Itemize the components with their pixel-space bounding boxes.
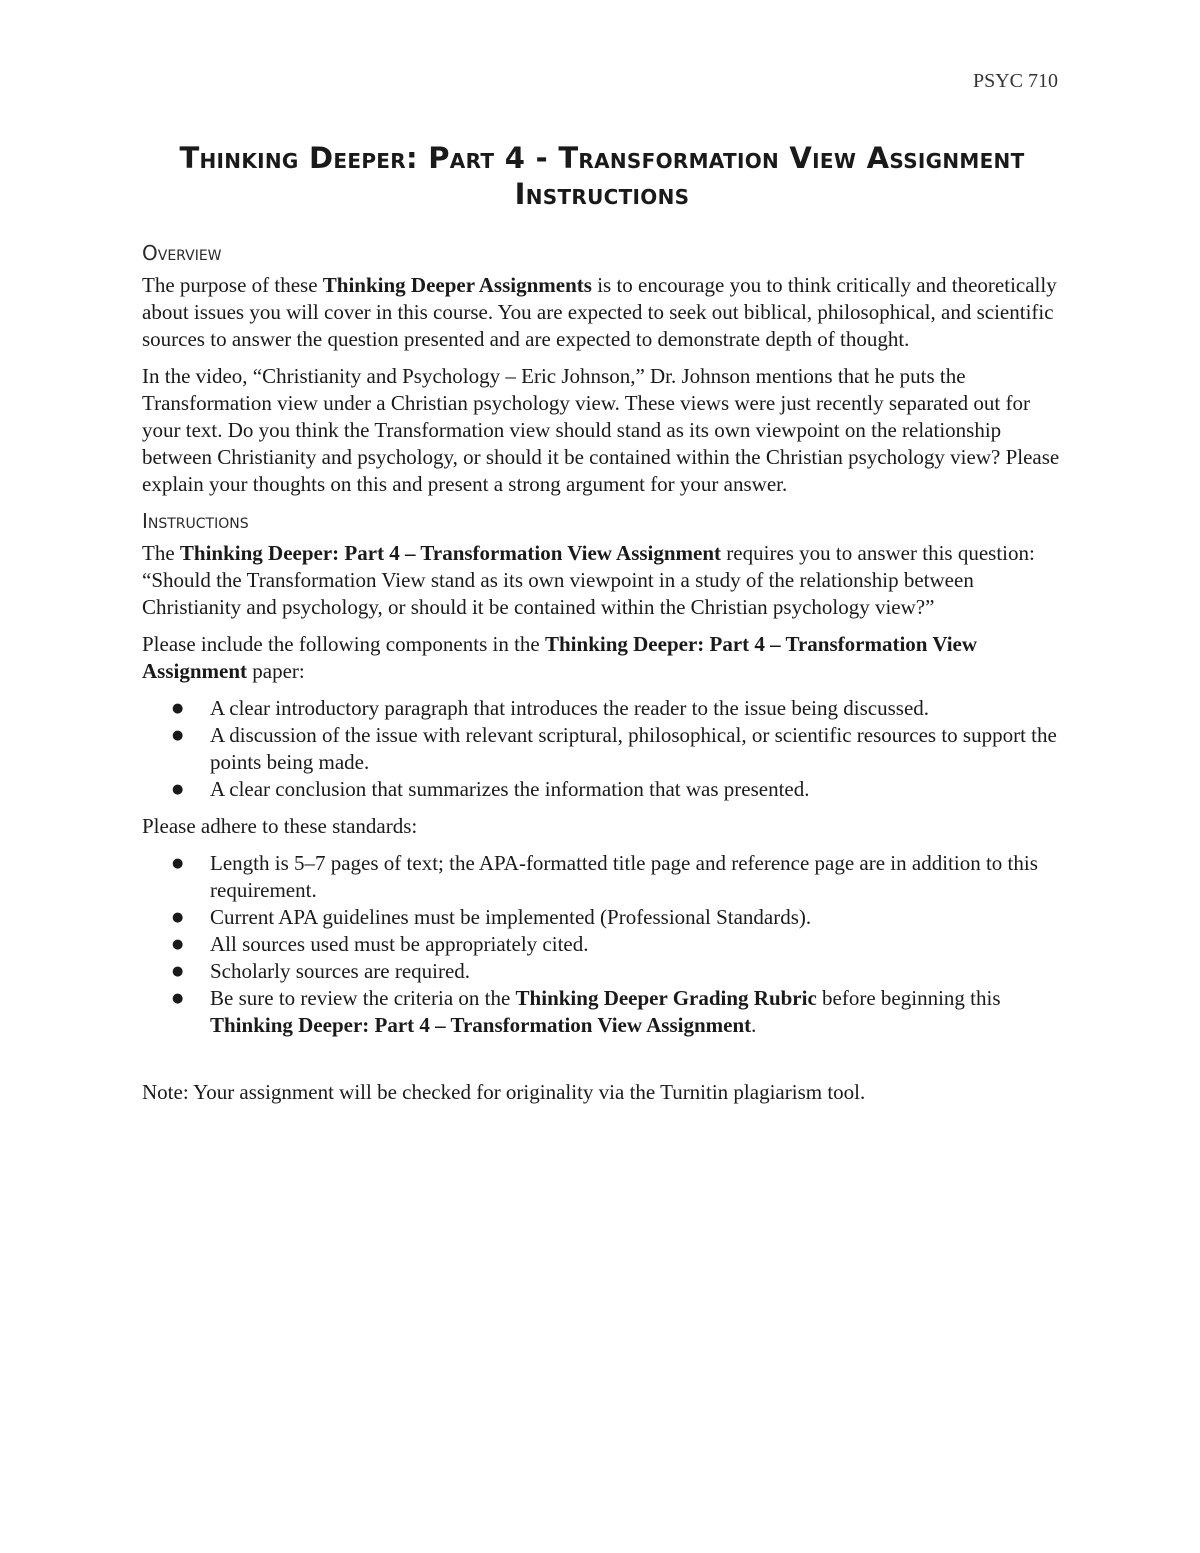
- text-run: Be sure to review the criteria on the: [210, 986, 516, 1010]
- list-item: [172, 985, 1062, 1039]
- overview-heading: Overview: [142, 241, 222, 265]
- bold-text-run: Thinking Deeper Assignments: [322, 273, 592, 297]
- text-run: The purpose of these: [142, 273, 323, 297]
- bold-text-run: Thinking Deeper: Part 4 – Transformation View Assignment: [210, 1013, 752, 1037]
- text-run: paper:: [247, 659, 305, 683]
- list-item: ● A discussion of the issue with relevant scriptural, philosophical, or scientific resources to support the points being made.: [172, 722, 1062, 776]
- list-item: ● A clear conclusion that summarizes the information that was presented.: [172, 776, 1062, 803]
- text-run: requires you to answer this question: “Should the Transformation View stand as its own viewpoint in a study of the relationship between Christianity and psychology, or should it be contained within the Christian psychology view?”: [142, 541, 1035, 619]
- instructions-heading: Instructions: [142, 509, 249, 533]
- standards-list: [142, 850, 1062, 1039]
- course-code-header: PSYC 710: [972, 70, 1058, 92]
- bold-text-run: Thinking Deeper: Part 4 – Transformation View Assignment: [179, 541, 722, 565]
- text-run: is to encourage you to think critically and theoretically about issues you will cover in this course. You are expected to seek out biblical, philosophical, and scientific sources to answer the question presented and are expected to demonstrate depth of thought.: [142, 273, 1057, 351]
- text-run: Please include the following components in the: [142, 632, 545, 656]
- list-item: ● Current APA guidelines must be implemented (Professional Standards).: [172, 904, 1062, 931]
- text-run: before beginning this: [816, 986, 1001, 1010]
- components-list: [142, 695, 1062, 803]
- text-run: The: [142, 541, 180, 565]
- document-title: Thinking Deeper: Part 4 - Transformation View Assignment Instructions: [179, 141, 1025, 211]
- list-item: ● Scholarly sources are required.: [172, 958, 1062, 985]
- instructions-paragraph-1: [142, 540, 1062, 621]
- bold-text-run: Thinking Deeper Grading Rubric: [515, 986, 817, 1010]
- originality-note: Note: Your assignment will be checked for originality via the Turnitin plagiarism tool.: [142, 1080, 866, 1104]
- list-item: ● All sources used must be appropriately cited.: [172, 931, 1062, 958]
- bold-text-run: Thinking Deeper: Part 4 – Transformation View Assignment: [142, 632, 978, 683]
- overview-paragraph-2: In the video, “Christianity and Psychology – Eric Johnson,” Dr. Johnson mentions that he puts the Transformation view under a Christian psychology view. These views were just recently separated out for your text. Do you think the Transformation view should stand as its own viewpoint on the relationship between Christianity and psychology, or should it be contained within the Christian psychology view? Please explain your thoughts on this and present a strong argument for your answer.: [142, 364, 1060, 496]
- instructions-paragraph-2: [142, 631, 1062, 685]
- list-item: ● Length is 5–7 pages of text; the APA-formatted title page and reference page are in addition to this requirement.: [172, 850, 1062, 904]
- overview-paragraph-1: [142, 272, 1062, 353]
- text-run: .: [751, 1013, 757, 1037]
- standards-intro: Please adhere to these standards:: [142, 814, 418, 838]
- list-item: ● A clear introductory paragraph that introduces the reader to the issue being discussed.: [172, 695, 1062, 722]
- document-body: [142, 140, 1062, 1116]
